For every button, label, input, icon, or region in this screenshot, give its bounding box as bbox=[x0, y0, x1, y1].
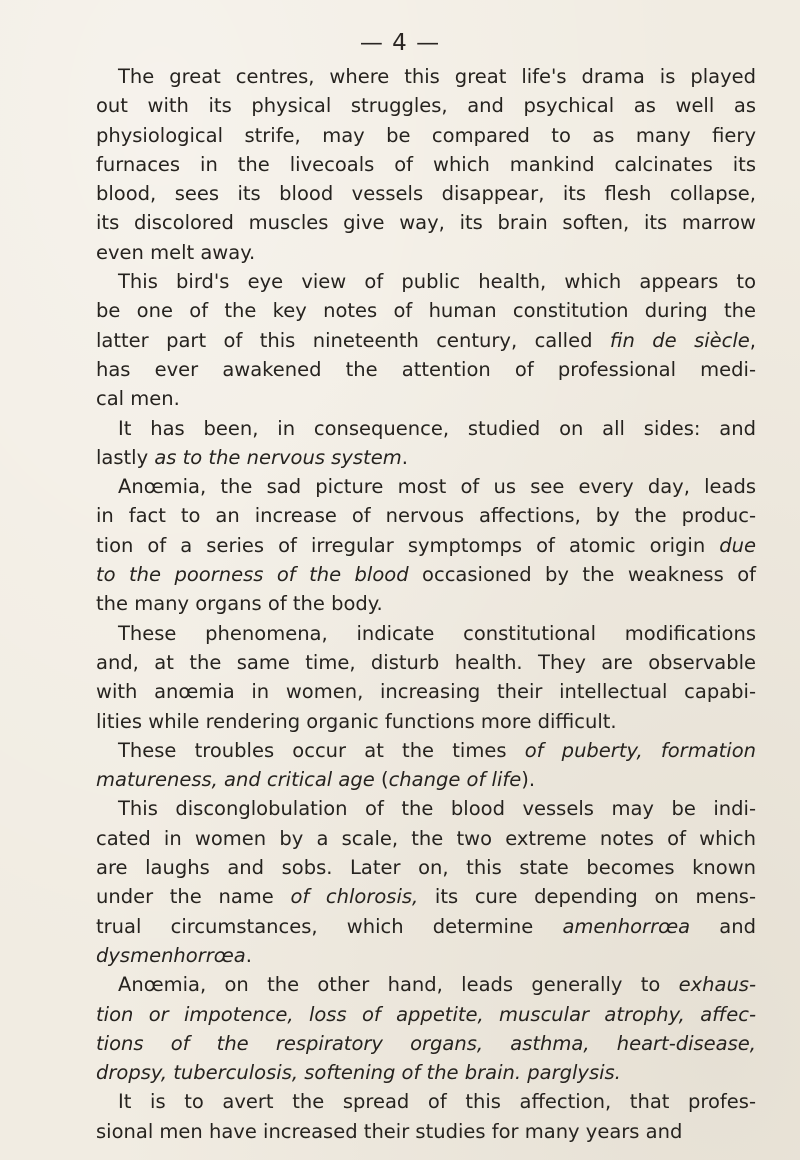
roman-text: . bbox=[245, 943, 252, 967]
roman-text: are laughs and sobs. Later on, this state becomes known bbox=[96, 856, 756, 880]
roman-text: tion of a series of irregular symptomps of atomic origin bbox=[96, 533, 720, 557]
roman-text: lastly bbox=[96, 445, 155, 469]
text-line bbox=[96, 707, 756, 736]
text-line bbox=[96, 179, 756, 208]
roman-text: Anœmia, the sad picture most of us see every day, leads bbox=[118, 475, 756, 499]
text-line bbox=[96, 765, 756, 794]
roman-text: under the name bbox=[96, 885, 291, 909]
text-line bbox=[96, 912, 756, 941]
italic-text: tions of the respiratory organs, asthma, heart-disease, bbox=[96, 1031, 756, 1055]
roman-text: be one of the key notes of human constitution during the bbox=[96, 299, 756, 323]
italic-text: matureness, and critical age bbox=[96, 768, 375, 792]
paragraph bbox=[96, 62, 756, 267]
text-line bbox=[96, 531, 756, 560]
text-line bbox=[96, 1029, 756, 1058]
text-line bbox=[96, 267, 756, 296]
text-line bbox=[96, 91, 756, 120]
text-line bbox=[96, 443, 756, 472]
roman-text: its discolored muscles give way, its brain soften, its marrow bbox=[96, 211, 756, 235]
text-line bbox=[96, 1000, 756, 1029]
roman-text: This disconglobulation of the blood vessels may be indi- bbox=[118, 797, 756, 821]
text-line bbox=[96, 208, 756, 237]
italic-text: fin de siècle bbox=[609, 328, 750, 352]
paragraph bbox=[96, 267, 756, 413]
text-line bbox=[96, 882, 756, 911]
italic-text: change of life bbox=[388, 768, 522, 792]
text-line bbox=[96, 472, 756, 501]
text-line bbox=[96, 355, 756, 384]
roman-text: and bbox=[690, 914, 756, 938]
roman-text: It has been, in consequence, studied on all sides: and bbox=[118, 416, 756, 440]
text-line bbox=[96, 970, 756, 999]
roman-text: trual circumstances, which determine bbox=[96, 914, 563, 938]
roman-text: with anœmia in women, increasing their intellectual capabi- bbox=[96, 680, 756, 704]
italic-text: due bbox=[719, 533, 756, 557]
text-line bbox=[96, 501, 756, 530]
text-line bbox=[96, 677, 756, 706]
italic-text: tion or impotence, loss of appetite, muscular atrophy, affec- bbox=[96, 1002, 756, 1026]
text-line bbox=[96, 619, 756, 648]
roman-text: in fact to an increase of nervous affections, by the produc- bbox=[96, 504, 756, 528]
roman-text: These phenomena, indicate constitutional modifications bbox=[118, 621, 756, 645]
roman-text: . bbox=[401, 445, 408, 469]
roman-text: lities while rendering organic functions more difficult. bbox=[96, 709, 617, 733]
text-line bbox=[96, 736, 756, 765]
roman-text: This bird's eye view of public health, which appears to bbox=[118, 270, 756, 294]
roman-text: even melt away. bbox=[96, 240, 256, 264]
text-line bbox=[96, 414, 756, 443]
paragraph bbox=[96, 794, 756, 970]
italic-text: amenhorrœa bbox=[562, 914, 691, 938]
roman-text: sional men have increased their studies for many years and bbox=[96, 1119, 683, 1143]
text-line bbox=[96, 121, 756, 150]
roman-text: furnaces in the livecoals of which mankind calcinates its bbox=[96, 152, 756, 176]
roman-text: cated in women by a scale, the two extreme notes of which bbox=[96, 826, 756, 850]
text-line bbox=[96, 62, 756, 91]
paragraph bbox=[96, 414, 756, 473]
text-line bbox=[96, 941, 756, 970]
text-line bbox=[96, 824, 756, 853]
text-line bbox=[96, 150, 756, 179]
text-line bbox=[96, 238, 756, 267]
roman-text: blood, sees its blood vessels disappear, its flesh collapse, bbox=[96, 182, 756, 206]
body-text bbox=[96, 62, 756, 1146]
text-line bbox=[96, 296, 756, 325]
page-number: — 4 — bbox=[359, 30, 441, 56]
text-line bbox=[96, 1087, 756, 1116]
italic-text: exhaus- bbox=[678, 973, 756, 997]
roman-text: Anœmia, on the other hand, leads generally to bbox=[118, 973, 679, 997]
roman-text: and, at the same time, disturb health. They are observable bbox=[96, 650, 756, 674]
text-line bbox=[96, 794, 756, 823]
text-line bbox=[96, 560, 756, 589]
text-line bbox=[96, 853, 756, 882]
roman-text: occasioned by the weakness of bbox=[408, 563, 756, 587]
roman-text: its cure depending on mens- bbox=[418, 885, 757, 909]
italic-text: as to the nervous system bbox=[154, 445, 402, 469]
roman-text: The great centres, where this great life's drama is played bbox=[118, 65, 756, 88]
italic-text: to the poorness of the blood bbox=[96, 563, 409, 587]
text-line bbox=[96, 384, 756, 413]
roman-text: out with its physical struggles, and psychical as well as bbox=[96, 94, 756, 118]
paragraph bbox=[96, 736, 756, 795]
roman-text: physiological strife, may be compared to as many fiery bbox=[96, 123, 756, 147]
paragraph bbox=[96, 1087, 756, 1146]
text-line bbox=[96, 1117, 756, 1146]
roman-text: has ever awakened the attention of professional medi- bbox=[96, 357, 756, 381]
roman-text: the many organs of the body. bbox=[96, 592, 383, 616]
paragraph bbox=[96, 619, 756, 736]
roman-text: It is to avert the spread of this affection, that profes- bbox=[118, 1090, 756, 1114]
text-line bbox=[96, 648, 756, 677]
text-line bbox=[96, 589, 756, 618]
italic-text: dropsy, tuberculosis, softening of the brain. parglysis. bbox=[96, 1061, 621, 1085]
text-line bbox=[96, 1058, 756, 1087]
roman-text: , bbox=[749, 328, 756, 352]
roman-text: cal men. bbox=[96, 387, 180, 411]
roman-text: These troubles occur at the times bbox=[118, 738, 525, 762]
italic-text: of puberty, formation bbox=[524, 738, 756, 762]
italic-text: of chlorosis, bbox=[290, 885, 419, 909]
paragraph bbox=[96, 970, 756, 1087]
roman-text: ( bbox=[374, 768, 389, 792]
italic-text: dysmenhorrœa bbox=[96, 943, 246, 967]
text-line bbox=[96, 326, 756, 355]
roman-text: ). bbox=[521, 768, 536, 792]
roman-text: latter part of this nineteenth century, called bbox=[96, 328, 610, 352]
paragraph bbox=[96, 472, 756, 618]
